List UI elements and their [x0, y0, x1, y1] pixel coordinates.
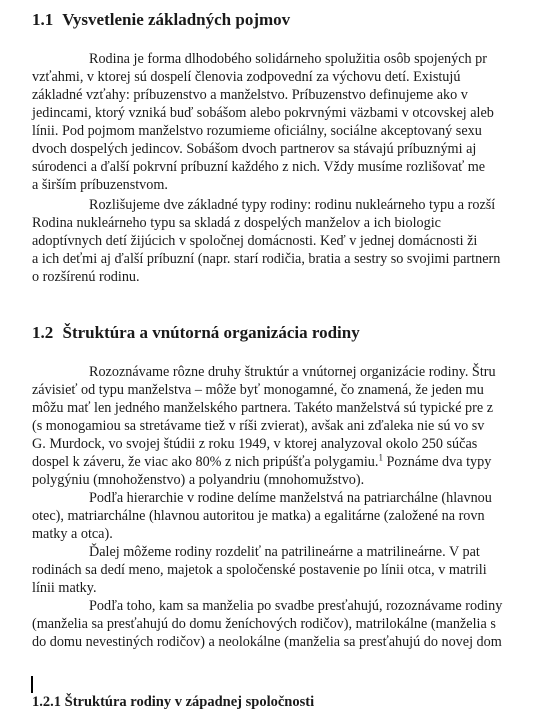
text-line: základné vzťahy: príbuzenstvo a manželstvo. Príbuzenstvo definujeme ako v	[32, 87, 468, 103]
section-title: Štruktúra a vnútorná organizácia rodiny	[62, 323, 360, 342]
text-line: a ich deťmi aj ďalší príbuzní (napr. starí rodičia, bratia a sestry so svojimi partnern	[32, 251, 501, 267]
text-line: Rodina je forma dlhodobého solidárneho spolužitia osôb spojených pr	[89, 51, 487, 67]
section-number: 1.2	[32, 323, 54, 342]
section-heading-1-2	[32, 323, 360, 343]
text-line: Podľa hierarchie v rodine delíme manželstvá na patriarchálne (hlavnou	[89, 490, 492, 506]
text-line: jedincami, ktorý vzniká buď sobášom alebo pokrvnými väzbami v otcovskej aleb	[32, 105, 494, 121]
text-line: línii matky.	[32, 580, 97, 596]
text-line: línii. Pod pojmom manželstvo rozumieme oficiálny, sociálne akceptovaný sexu	[32, 123, 482, 139]
text-line: (s monogamiou sa stretávame tiež v ríši zvierat), avšak ani zďaleka nie sú vo sv	[32, 418, 485, 434]
text-line: vzťahmi, v ktorej sú dospelí členovia zodpovední za výchovu detí. Existujú	[32, 69, 461, 85]
text-line: Ďalej môžeme rodiny rozdeliť na patrilineárne a matrilineárne. V pat	[89, 544, 480, 560]
text-line: súrodenci a ďalší pokrvní príbuzní každého z nich. Vždy musíme rozlišovať me	[32, 159, 486, 175]
paragraph	[32, 363, 496, 489]
text-line: otec), matriarchálne (hlavnou autoritou je matka) a egalitárne (založené na rovn	[32, 508, 485, 524]
text-line: závisieť od typu manželstva – môže byť monogamné, čo znamená, že jeden mu	[32, 382, 484, 398]
text-line: Rozlišujeme dve základné typy rodiny: rodinu nukleárneho typu a rozší	[89, 197, 496, 213]
text-line: rodinách sa dedí meno, majetok a spoločenské postavenie po línii otca, v matrili	[32, 562, 487, 578]
text-line: o rozšírenú rodinu.	[32, 269, 140, 285]
text-line: a širším príbuzenstvom.	[32, 177, 168, 193]
text-line: polygýniu (mnohoženstvo) a polyandriu (mnohomužstvo).	[32, 472, 365, 488]
text-fragment: dospel k záveru, že viac ako 80% z nich pripúšťa polygamiu.	[32, 454, 379, 470]
text-line: G. Murdock, vo svojej štúdii z roku 1949, v ktorej analyzoval okolo 250 súčas	[32, 436, 478, 452]
section-heading-1-1	[32, 10, 290, 30]
section-number: 1.1	[32, 10, 54, 29]
text-line: Podľa toho, kam sa manželia po svadbe presťahujú, rozoznávame rodiny	[89, 598, 503, 614]
paragraph	[32, 196, 500, 286]
section-title: Štruktúra rodiny v západnej spoločnosti	[64, 694, 315, 710]
text-line-with-footnote	[32, 453, 496, 471]
paragraph	[32, 489, 492, 543]
text-line: (manželia sa presťahujú do domu ženíchových rodičov), matrilokálne (manželia s	[32, 616, 496, 632]
section-heading-1-2-1	[32, 694, 314, 710]
section-number: 1.2.1	[32, 694, 61, 710]
text-line: dvoch dospelých jedincov. Sobášom dvoch partnerov sa stávajú príbuznými aj	[32, 141, 477, 157]
footnote-reference[interactable]: 1	[378, 452, 383, 463]
text-line: môžu mať len jedného manželského partnera. Takéto manželstvá sú typické pre z	[32, 400, 493, 416]
paragraph	[32, 50, 494, 194]
text-line: Rodina nukleárneho typu sa skladá z dospelých manželov a ich biologic	[32, 215, 441, 231]
text-line: matky a otca).	[32, 526, 113, 542]
paragraph	[32, 597, 502, 651]
text-fragment: Poznáme dva typy	[382, 454, 492, 470]
text-line: Rozoznávame rôzne druhy štruktúr a vnútornej organizácie rodiny. Štru	[89, 364, 496, 380]
paragraph	[32, 543, 487, 597]
section-title: Vysvetlenie základných pojmov	[62, 10, 291, 29]
text-cursor	[31, 676, 33, 693]
text-line: adoptívnych detí žijúcich v spoločnej domácnosti. Keď v jednej domácnosti ži	[32, 233, 478, 249]
text-line: do domu nevestiných rodičov) a neolokálne (manželia sa presťahujú do novej dom	[32, 634, 502, 650]
